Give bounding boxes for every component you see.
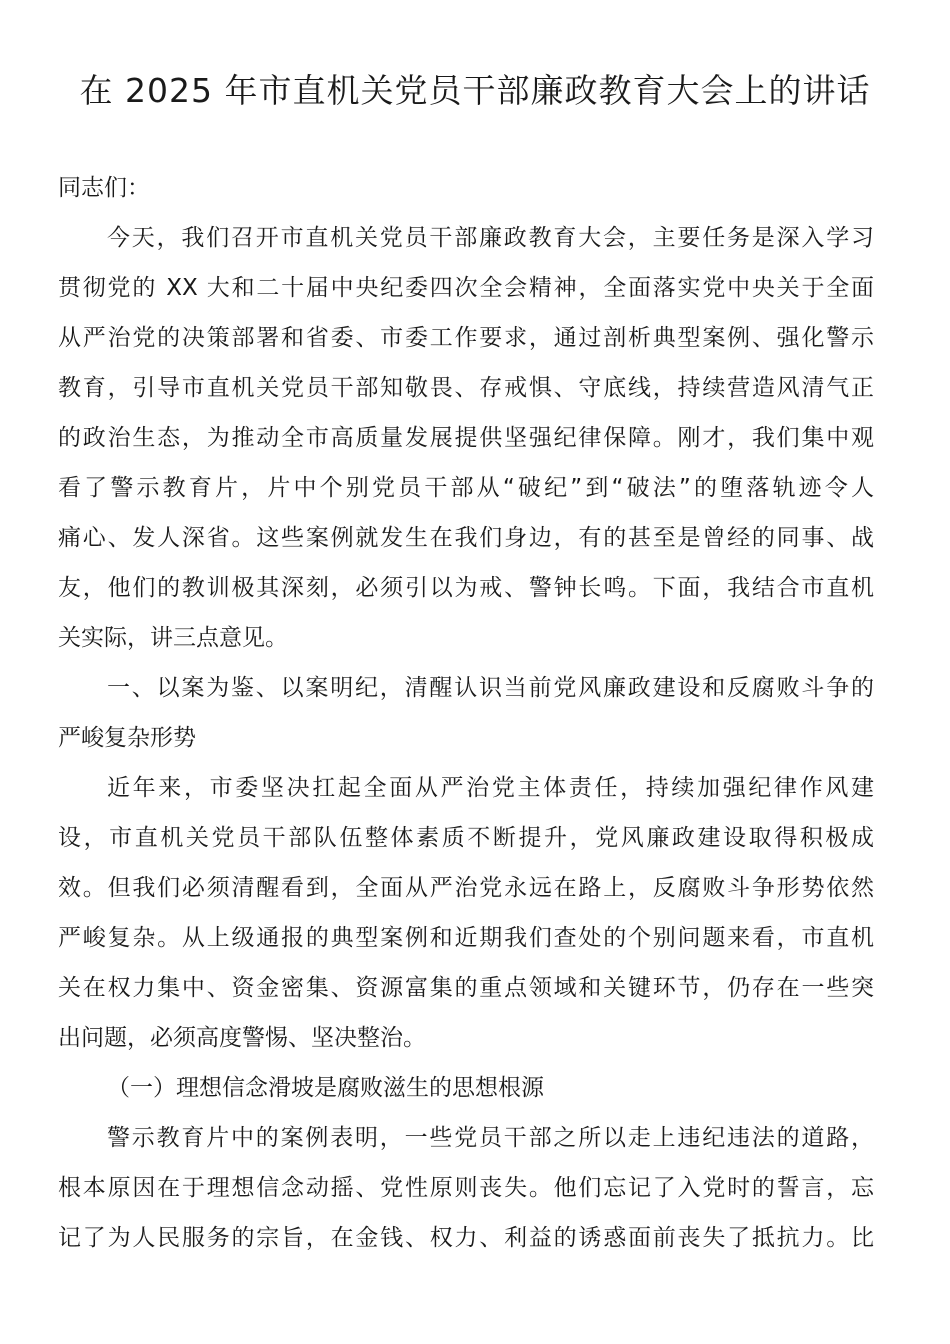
text-line: 近年来，市委坚决扛起全面从严治党主体责任，持续加强纪律作风建 xyxy=(107,775,874,801)
paragraph-situation xyxy=(58,763,874,1063)
text-line: 效。但我们必须清醒看到，全面从严治党永远在路上，反腐败斗争形势依然 xyxy=(58,875,874,901)
text-line: 记了为人民服务的宗旨，在金钱、权力、利益的诱惑面前丧失了抵抗力。比 xyxy=(58,1225,874,1251)
text-line: 关在权力集中、资金密集、资源富集的重点领域和关键环节，仍存在一些突 xyxy=(58,975,874,1001)
text-line: 从严治党的决策部署和省委、市委工作要求，通过剖析典型案例、强化警示 xyxy=(58,325,874,351)
salutation xyxy=(58,163,874,213)
text-line: 警示教育片中的案例表明，一些党员干部之所以走上违纪违法的道路， xyxy=(107,1125,874,1151)
text-line: 痛心、发人深省。这些案例就发生在我们身边，有的甚至是曾经的同事、战 xyxy=(58,525,874,551)
paragraph-ideals xyxy=(58,1113,874,1263)
heading-line: 严峻复杂形势 xyxy=(58,725,196,751)
text-line: 看了警示教育片，片中个别党员干部从“破纪”到“破法”的堕落轨迹令人 xyxy=(58,475,874,501)
text-line: 根本原因在于理想信念动摇、党性原则丧失。他们忘记了入党时的誓言，忘 xyxy=(58,1175,874,1201)
paragraph-intro xyxy=(58,213,874,663)
text-line: 的政治生态，为推动全市高质量发展提供坚强纪律保障。刚才，我们集中观 xyxy=(58,425,874,451)
subsection-heading xyxy=(58,1063,874,1113)
subheading-line: （一）理想信念滑坡是腐败滋生的思想根源 xyxy=(107,1075,544,1101)
text-line: 关实际，讲三点意见。 xyxy=(58,625,288,651)
text-line: 设，市直机关党员干部队伍整体素质不断提升，党风廉政建设取得积极成 xyxy=(58,825,874,851)
text-line: 严峻复杂。从上级通报的典型案例和近期我们查处的个别问题来看，市直机 xyxy=(58,925,874,951)
section-heading xyxy=(58,663,874,763)
heading-line: 一、以案为鉴、以案明纪，清醒认识当前党风廉政建设和反腐败斗争的 xyxy=(107,675,874,701)
text-line: 教育，引导市直机关党员干部知敬畏、存戒惧、守底线，持续营造风清气正 xyxy=(58,375,874,401)
text-line: 今天，我们召开市直机关党员干部廉政教育大会，主要任务是深入学习 xyxy=(107,225,874,251)
text-line: 出问题，必须高度警惕、坚决整治。 xyxy=(58,1025,426,1051)
text-line: 友，他们的教训极其深刻，必须引以为戒、警钟长鸣。下面，我结合市直机 xyxy=(58,575,874,601)
document-title: 在 2025 年市直机关党员干部廉政教育大会上的讲话 xyxy=(79,71,871,110)
salutation-text: 同志们： xyxy=(58,175,150,201)
text-line: 贯彻党的 XX 大和二十届中央纪委四次全会精神，全面落实党中央关于全面 xyxy=(58,275,874,301)
document-body xyxy=(58,163,874,1263)
